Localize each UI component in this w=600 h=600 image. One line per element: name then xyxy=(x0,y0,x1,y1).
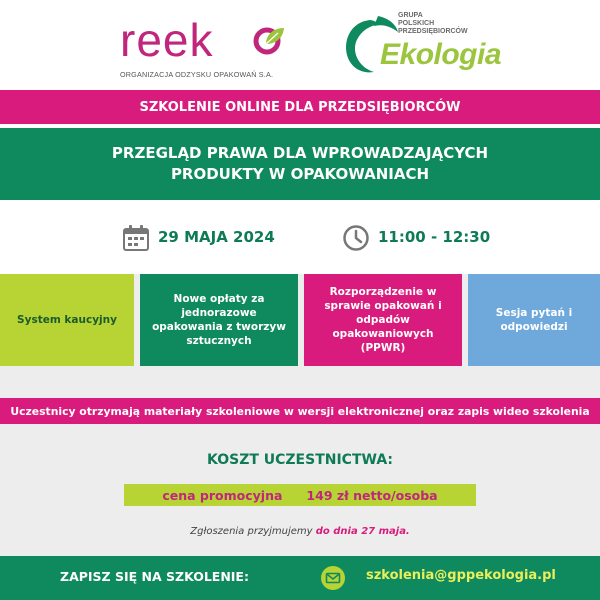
title-line-1: PRZEGLĄD PRAWA DLA WPROWADZAJĄCYCH xyxy=(111,144,489,162)
ekologia-logo xyxy=(340,8,500,80)
materials-note: Uczestnicy otrzymają materiały szkoleniowe w wersji elektronicznej oraz zapis wideo szkolenia xyxy=(10,404,590,418)
contact-email-link[interactable]: szkolenia@gppekologia.pl xyxy=(366,568,556,583)
title-band xyxy=(0,128,600,200)
kicker-text: SZKOLENIE ONLINE DLA PRZEDSIĘBIORCÓW xyxy=(139,99,461,115)
calendar-icon xyxy=(122,224,150,252)
reeko-subtitle: ORGANIZACJA ODZYSKU OPAKOWAŃ S.A. xyxy=(120,70,274,79)
leaf-icon xyxy=(252,24,286,58)
email-icon xyxy=(320,565,346,591)
topics-row xyxy=(0,274,600,366)
title-line-2: PRODUKTY W OPAKOWANIACH xyxy=(170,165,430,183)
ekologia-wordmark: Ekologia xyxy=(380,38,502,71)
topic-box: Nowe opłaty za jednorazowe opakowania z tworzyw sztucznych xyxy=(140,274,298,366)
event-time: 11:00 - 12:30 xyxy=(378,228,491,246)
clock-icon xyxy=(342,224,370,252)
price-value: 149 zł netto/osoba xyxy=(306,487,438,503)
event-date: 29 MAJA 2024 xyxy=(158,228,275,246)
footer xyxy=(0,556,600,600)
ekologia-tagline: GRUPA POLSKICH PRZEDSIĘBIORCÓW xyxy=(398,12,468,35)
kicker-band xyxy=(0,90,600,124)
topic-box: Sesja pytań i odpowiedzi xyxy=(468,274,600,366)
deadline-date: do dnia 27 maja. xyxy=(315,526,410,537)
materials-note-band xyxy=(0,398,600,424)
promo-label: cena promocyjna xyxy=(162,487,283,503)
reeko-logo xyxy=(120,14,290,80)
cost-heading: KOSZT UCZESTNICTWA: xyxy=(206,452,394,468)
topic-box: Rozporządzenie w sprawie opakowań i odpadów opakowaniowych (PPWR) xyxy=(304,274,462,366)
signup-cta: ZAPISZ SIĘ NA SZKOLENIE: xyxy=(60,569,249,584)
registration-deadline: Zgłoszenia przyjmujemy do dnia 27 maja. xyxy=(190,526,410,537)
price-bar xyxy=(124,484,476,506)
topic-box: System kaucyjny xyxy=(0,274,134,366)
reeko-wordmark: reek xyxy=(120,14,214,66)
schedule-row xyxy=(0,218,600,258)
